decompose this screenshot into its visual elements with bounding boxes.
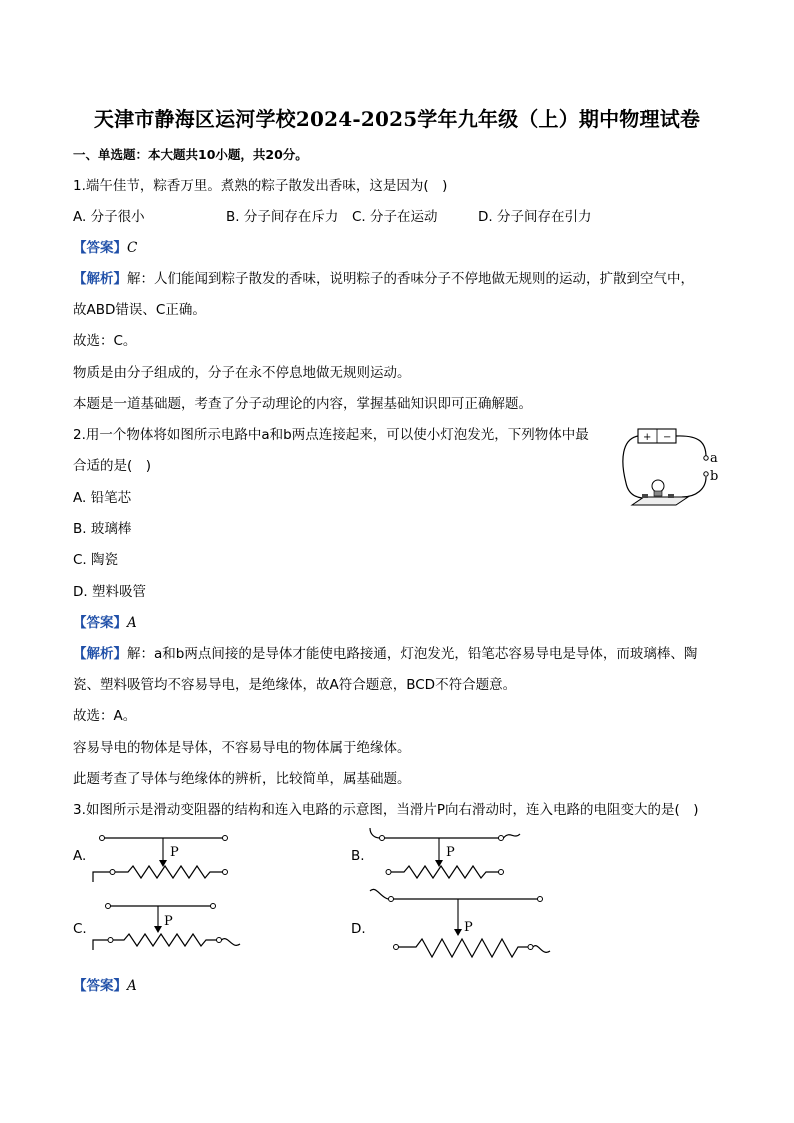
slider-p-label: P — [170, 845, 179, 860]
q3-option-c-label: C. — [73, 921, 87, 937]
slider-p-label: P — [464, 920, 473, 935]
q2-option-c: C. 陶瓷 — [73, 552, 119, 568]
q2-stem-line-1: 2.用一个物体将如图所示电路中a和b两点连接起来，可以使小灯泡发光，下列物体中最 — [73, 427, 589, 443]
q2-option-b: B. 玻璃棒 — [73, 521, 132, 537]
q2-option-a: A. 铅笔芯 — [73, 490, 132, 506]
slider-p-label: P — [446, 845, 455, 860]
q1-note-1: 物质是由分子组成的，分子在永不停息地做无规则运动。 — [73, 365, 411, 381]
section-heading: 一、单选题：本大题共10小题，共20分。 — [73, 147, 308, 162]
q1-analysis-text-1: 解：人们能闻到粽子散发的香味，说明粽子的香味分子不停地做无规则的运动，扩散到空气中， — [127, 271, 694, 287]
q3-option-a-rheostat — [88, 828, 248, 888]
q3-option-b-rheostat — [366, 826, 526, 888]
slider-p-label: P — [164, 914, 173, 929]
q3-answer-value: A — [127, 978, 137, 994]
point-b-label: b — [710, 469, 719, 484]
answer-tag: 【答案】 — [73, 240, 127, 256]
terminal-a — [704, 456, 708, 460]
q2-stem-line-2: 合适的是( ) — [73, 458, 152, 474]
q1-option-a: A. 分子很小 — [73, 209, 145, 225]
q3-option-c-rheostat — [88, 898, 248, 958]
q2-answer — [73, 614, 137, 632]
q2-circuit-figure — [620, 425, 730, 515]
q2-option-d: D. 塑料吸管 — [73, 584, 146, 600]
q2-note-1: 容易导电的物体是导体，不容易导电的物体属于绝缘体。 — [73, 740, 411, 756]
terminal-b — [704, 472, 708, 476]
q3-option-d-label: D. — [351, 921, 366, 937]
point-a-label: a — [710, 451, 718, 466]
q3-option-b-label: B. — [351, 848, 365, 864]
q1-option-b: B. 分子间存在斥力 — [226, 209, 339, 225]
answer-tag: 【答案】 — [73, 615, 127, 631]
analysis-tag: 【解析】 — [73, 271, 127, 287]
q3-answer — [73, 977, 137, 995]
answer-tag: 【答案】 — [73, 978, 127, 994]
q3-stem: 3.如图所示是滑动变阻器的结构和连入电路的示意图，当滑片P向右滑动时，连入电路的电阻变大的是( ) — [73, 802, 699, 818]
q1-analysis-line-2: 故ABD错误、C正确。 — [73, 302, 206, 318]
analysis-tag: 【解析】 — [73, 646, 127, 662]
q1-stem: 1.端午佳节，粽香万里。煮熟的粽子散发出香味，这是因为( ) — [73, 178, 448, 194]
q2-analysis-line-1 — [73, 645, 697, 663]
q2-analysis-text-1: 解：a和b两点间接的是导体才能使电路接通，灯泡发光，铅笔芯容易导电是导体，而玻璃棒、陶 — [127, 646, 698, 662]
q2-answer-value: A — [127, 615, 137, 631]
page-title: 天津市静海区运河学校2024-2025学年九年级（上）期中物理试卷 — [93, 107, 701, 131]
q2-choose: 故选：A。 — [73, 708, 137, 724]
bulb-icon — [652, 480, 664, 492]
q1-choose: 故选：C。 — [73, 333, 137, 349]
battery-minus-label: − — [663, 432, 672, 443]
q1-option-d: D. 分子间存在引力 — [478, 209, 592, 225]
q1-option-c: C. 分子在运动 — [352, 209, 438, 225]
q1-answer — [73, 239, 137, 257]
q2-analysis-line-2: 瓷、塑料吸管均不容易导电，是绝缘体，故A符合题意，BCD不符合题意。 — [73, 677, 517, 693]
q1-analysis-line-1 — [73, 270, 694, 288]
battery-plus-label: + — [643, 432, 652, 443]
q3-option-a-label: A. — [73, 848, 87, 864]
q1-note-2: 本题是一道基础题，考查了分子动理论的内容，掌握基础知识即可正确解题。 — [73, 396, 532, 412]
q1-answer-value: C — [127, 240, 138, 256]
q2-note-2: 此题考查了导体与绝缘体的辨析，比较简单，属基础题。 — [73, 771, 411, 787]
q3-option-d-rheostat — [366, 885, 556, 965]
